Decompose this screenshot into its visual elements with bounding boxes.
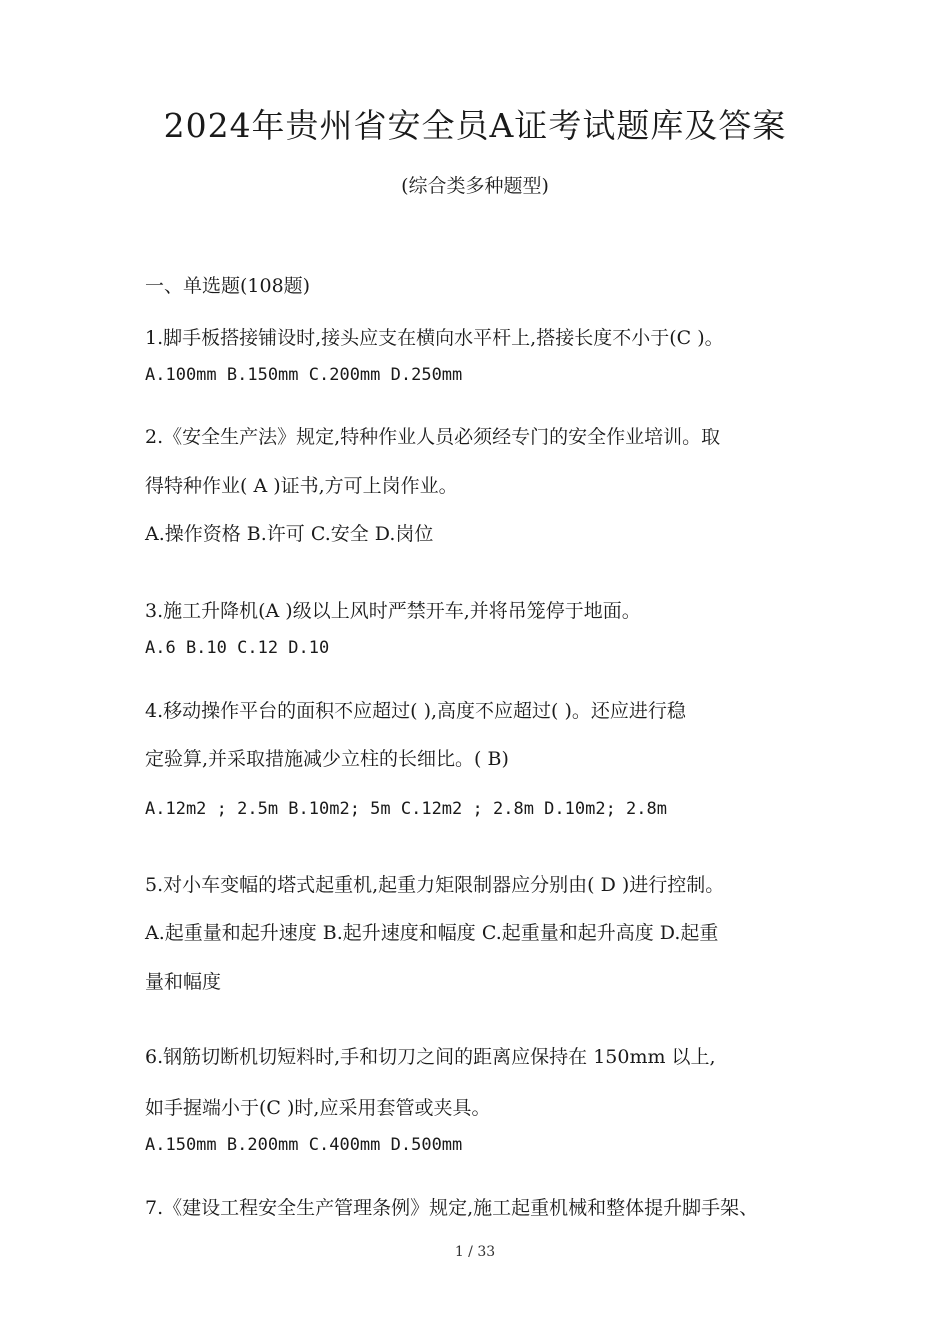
document-title: 2024年贵州省安全员A证考试题库及答案	[163, 106, 787, 145]
question-1-text: 1.脚手板搭接铺设时,接头应支在横向水平杆上,搭接长度不小于(C )。	[145, 327, 724, 349]
question-4-text: 4.移动操作平台的面积不应超过( ),高度不应超过( )。还应进行稳	[145, 700, 686, 722]
question-2-text: 2.《安全生产法》规定,特种作业人员必须经专门的安全作业培训。取	[145, 426, 721, 448]
question-3-text: 3.施工升降机(A )级以上风时严禁开车,并将吊笼停于地面。	[145, 600, 641, 622]
question-4-text-cont: 定验算,并采取措施减少立柱的长细比。( B)	[145, 748, 509, 770]
question-5-options-cont: 量和幅度	[145, 971, 222, 993]
section-heading: 一、单选题(108题)	[145, 275, 311, 297]
document-subtitle: (综合类多种题型)	[401, 175, 549, 197]
question-3-options: A.6 B.10 C.12 D.10	[145, 638, 330, 658]
page-number: 1 / 33	[454, 1244, 496, 1260]
question-6-text-cont: 如手握端小于(C )时,应采用套管或夹具。	[145, 1097, 491, 1119]
question-7-text: 7.《建设工程安全生产管理条例》规定,施工起重机械和整体提升脚手架、	[145, 1197, 759, 1219]
question-4-options: A.12m2 ; 2.5m B.10m2; 5m C.12m2 ; 2.8m D.10m2; 2.8m	[145, 799, 667, 819]
question-2-text-cont: 得特种作业( A )证书,方可上岗作业。	[145, 475, 458, 497]
question-2-options: A.操作资格 B.许可 C.安全 D.岗位	[145, 523, 434, 545]
question-5-options: A.起重量和起升速度 B.起升速度和幅度 C.起重量和起升高度 D.起重	[145, 922, 719, 944]
question-6-options: A.150mm B.200mm C.400mm D.500mm	[145, 1135, 463, 1155]
question-1-options: A.100mm B.150mm C.200mm D.250mm	[145, 365, 463, 385]
question-5-text: 5.对小车变幅的塔式起重机,起重力矩限制器应分别由( D )进行控制。	[145, 874, 725, 896]
question-6-text: 6.钢筋切断机切短料时,手和切刀之间的距离应保持在 150mm 以上,	[145, 1046, 716, 1068]
